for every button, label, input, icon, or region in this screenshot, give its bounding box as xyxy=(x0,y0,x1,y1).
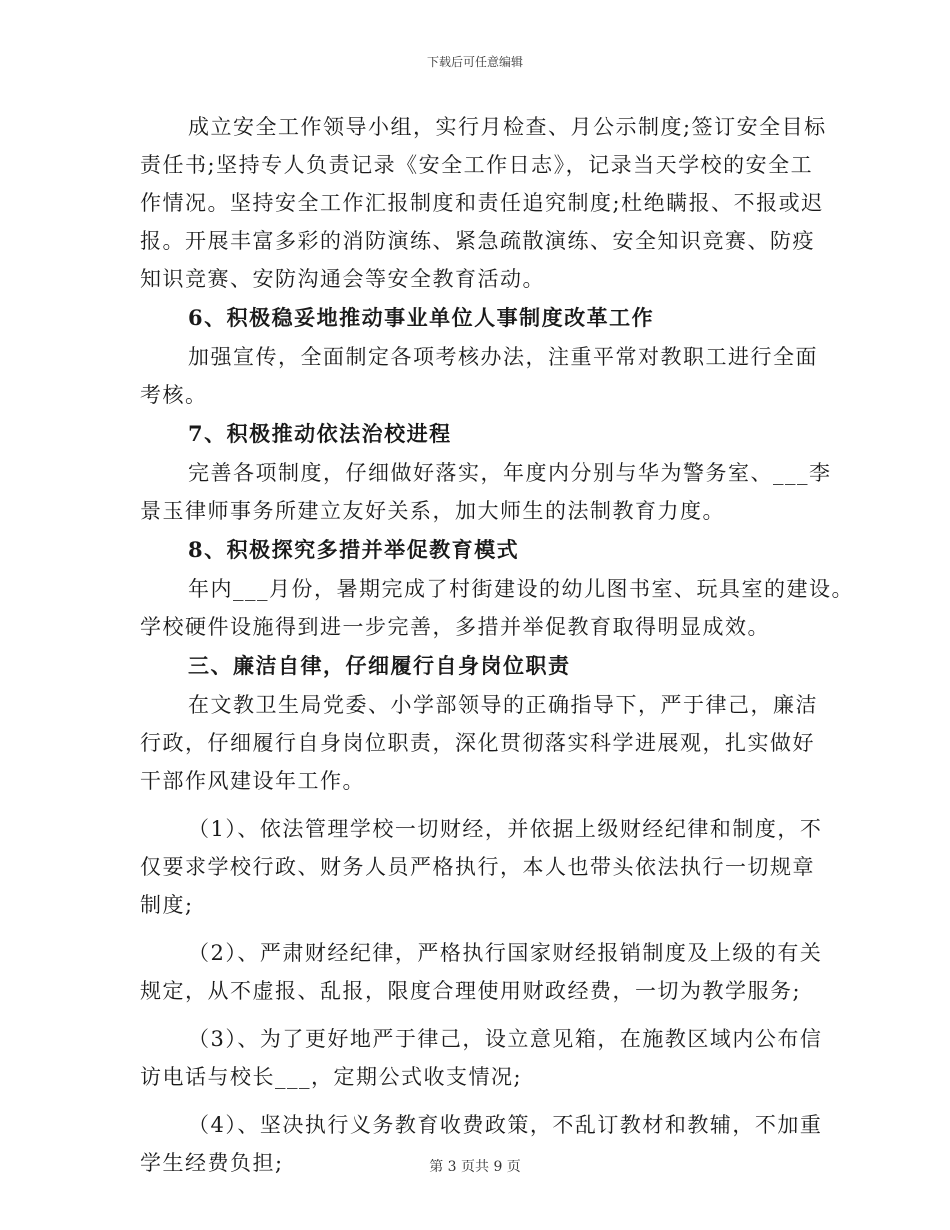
paragraph-line: 成立安全工作领导小组，实行月检查、月公示制度;签订安全目标 xyxy=(188,115,827,139)
paragraph-line: （4）、坚决执行义务教育收费政策，不乱订教材和教辅，不加重 xyxy=(188,1113,823,1137)
paragraph-line: 景玉律师事务所建立友好关系，加大师生的法制教育力度。 xyxy=(140,499,725,523)
paragraph-line: （2）、严肃财经纪律，严格执行国家财经报销制度及上级的有关 xyxy=(188,941,823,965)
paragraph-line: 报。开展丰富多彩的消防演练、紧急疏散演练、安全知识竞赛、防疫 xyxy=(140,229,815,253)
document-body xyxy=(140,108,854,1182)
paragraph-line: 仅要求学校行政、财务人员严格执行，本人也带头依法执行一切规章 xyxy=(140,855,815,879)
paragraph-line: 责任书;坚持专人负责记录《安全工作日志》，记录当天学校的安全工 xyxy=(140,153,814,177)
paragraph-line: 完善各项制度，仔细做好落实，年度内分别与华为警务室、___李 xyxy=(188,461,832,485)
paragraph-line: 知识竞赛、安防沟通会等安全教育活动。 xyxy=(140,267,545,291)
paragraph-line: 制度; xyxy=(140,893,194,917)
paragraph-line: 行政，仔细履行自身岗位职责，深化贯彻落实科学进展观，扎实做好 xyxy=(140,731,815,755)
paragraph-line: 在文教卫生局党委、小学部领导的正确指导下，严于律己，廉洁 xyxy=(188,693,818,717)
paragraph-line: 访电话与校长___，定期公式收支情况; xyxy=(140,1065,523,1089)
paragraph-line: （1）、依法管理学校一切财经，并依据上级财经纪律和制度，不 xyxy=(188,817,823,841)
section-heading: 8、积极探究多措并举促教育模式 xyxy=(188,537,520,562)
section-heading: 7、积极推动依法治校进程 xyxy=(188,421,452,446)
paragraph-line: 加强宣传，全面制定各项考核办法，注重平常对教职工进行全面 xyxy=(188,345,818,369)
paragraph-line: 学校硬件设施得到进一步完善，多措并举促教育取得明显成效。 xyxy=(140,615,770,639)
paragraph-line: 考核。 xyxy=(140,383,208,407)
section-heading: 三、廉洁自律，仔细履行自身岗位职责 xyxy=(188,653,571,678)
page-footer: 第 3 页共 9 页 xyxy=(429,1159,521,1175)
paragraph-line: 作情况。坚持安全工作汇报制度和责任追究制度;杜绝瞒报、不报或迟 xyxy=(140,191,824,215)
section-heading: 6、积极稳妥地推动事业单位人事制度改革工作 xyxy=(188,305,655,330)
paragraph-line: 学生经费负担; xyxy=(140,1151,284,1175)
paragraph-line: 规定，从不虚报、乱报，限度合理使用财政经费，一切为教学服务; xyxy=(140,979,802,1003)
page-header: 下载后可任意编辑 xyxy=(426,55,523,69)
paragraph-line: 干部作风建设年工作。 xyxy=(140,769,365,793)
paragraph-line: 年内___月份，暑期完成了村街建设的幼儿图书室、玩具室的建设。 xyxy=(188,577,854,601)
paragraph-line: （3）、为了更好地严于律己，设立意见箱，在施教区域内公布信 xyxy=(188,1027,823,1051)
